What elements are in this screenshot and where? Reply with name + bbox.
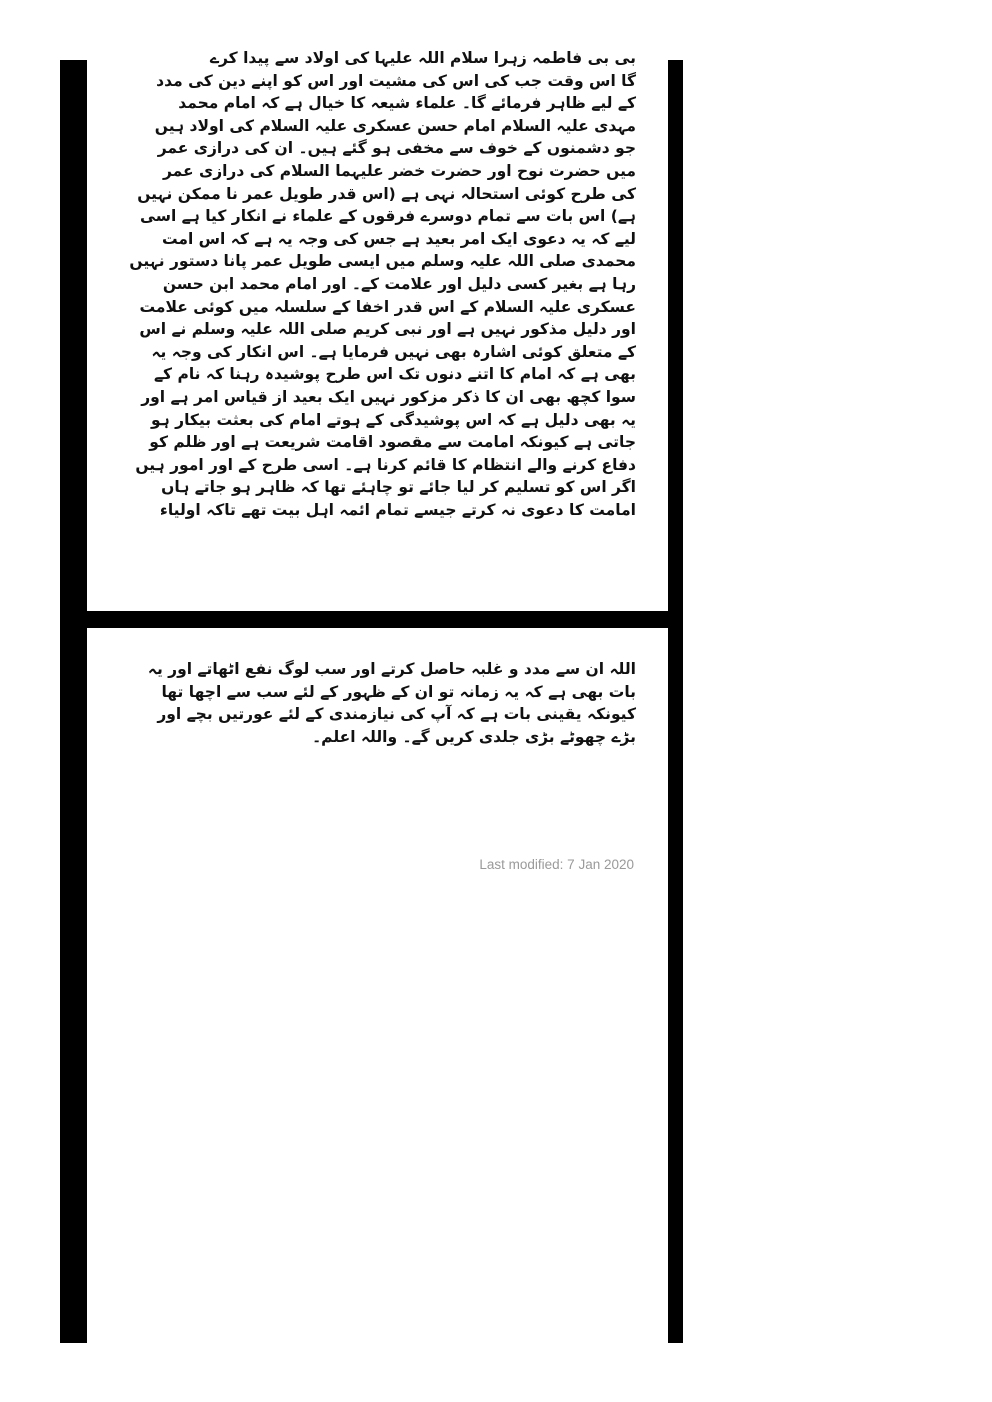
text-line: اور دلیل مذکور نہیں ہے اور نبی کریم صلی اللہ علیہ وسلم نے اس (139, 320, 636, 339)
document-page-1 (87, 49, 668, 611)
text-line: محمدی صلی اللہ علیہ وسلم میں ایسی طویل عمر پانا دستور نہیں (129, 252, 636, 271)
text-line: عسکری علیہ السلام کے اس قدر اخفا کے سلسلہ میں کوئی علامت (139, 297, 636, 316)
text-line: امامت کا دعوی نہ کرتے جیسے تمام ائمہ اہل بیت تھے تاکہ اولیاء (159, 500, 636, 519)
text-line: اللہ ان سے مدد و غلبہ حاصل کرتے اور سب لوگ نفع اٹھاتے اور یہ (147, 660, 636, 678)
text-line: بات بھی ہے کہ یہ زمانہ تو ان کے ظہور کے لئے سب سے اچھا تھا (161, 682, 636, 701)
text-line: کے لیے ظاہر فرمائے گا۔ علماء شیعہ کا خیال ہے کہ امام محمد (178, 94, 636, 113)
text-line: کی طرح کوئی استحالہ نہی ہے (اس قدر طویل عمر نا ممکن نہیں (137, 184, 636, 203)
text-line: کیونکہ یقینی بات ہے کہ آپ کی نیازمندی کے لئے عورتیں بچے اور (157, 705, 636, 724)
text-line: جاتی ہے کیونکہ امامت سے مقصود اقامت شریعت ہے اور ظلم کو (149, 433, 636, 452)
document-page-2 (87, 628, 668, 1343)
text-line: بی بی فاطمہ زہرا سلام اللہ علیہا کی اولاد سے پیدا کرے (209, 49, 636, 67)
text-line: اگر اس کو تسلیم کر لیا جائے تو چاہئے تھا کہ ظاہر ہو جاتے ہاں (161, 478, 636, 497)
text-line: مہدی علیہ السلام امام حسن عسکری علیہ السلام کی اولاد ہیں (154, 116, 636, 135)
text-line: میں حضرت نوح اور حضرت خضر علیہما السلام کی درازی عمر (162, 161, 636, 180)
text-line: لیے کہ یہ دعوی ایک امر بعید ہے جس کی وجہ یہ ہے کہ اس امت (161, 229, 636, 248)
text-line: بھی ہے کہ امام کا اتنے دنوں تک اس طرح پوشیدہ رہنا کہ نام کے (153, 365, 636, 384)
page-2-text-block (116, 658, 636, 748)
page-1-text-block (116, 47, 636, 521)
text-line: جو دشمنوں کے خوف سے مخفی ہو گئے ہیں۔ ان کی درازی عمر (157, 139, 636, 158)
text-line: ہے) اس بات سے تمام دوسرے فرقوں کے علماء نے انکار کیا ہے اسی (140, 207, 636, 226)
last-modified-label: Last modified: 7 Jan 2020 (479, 857, 634, 872)
text-line: گا اس وقت جب کی اس کی مشیت اور اس کو اپنے دین کی مدد (156, 71, 636, 90)
text-line: سوا کچھ بھی ان کا ذکر مزکور نہیں ایک بعید از قیاس امر ہے اور (141, 387, 636, 406)
text-line: یہ بھی دلیل ہے کہ اس پوشیدگی کے ہوتے امام کی بعثت بیکار ہو (150, 410, 636, 429)
text-line: رہا ہے بغیر کسی دلیل اور علامت کے۔ اور امام محمد ابن حسن (162, 274, 636, 293)
text-line: کے متعلق کوئی اشارہ بھی نہیں فرمایا ہے۔ اس انکار کی وجہ یہ (151, 342, 636, 361)
text-line: بڑے چھوٹے بڑی جلدی کریں گے۔ واللہ اعلم۔ (312, 727, 636, 746)
text-line: دفاع کرنے والے انتظام کا قائم کرنا ہے۔ اسی طرح کے اور امور ہیں (135, 455, 636, 474)
